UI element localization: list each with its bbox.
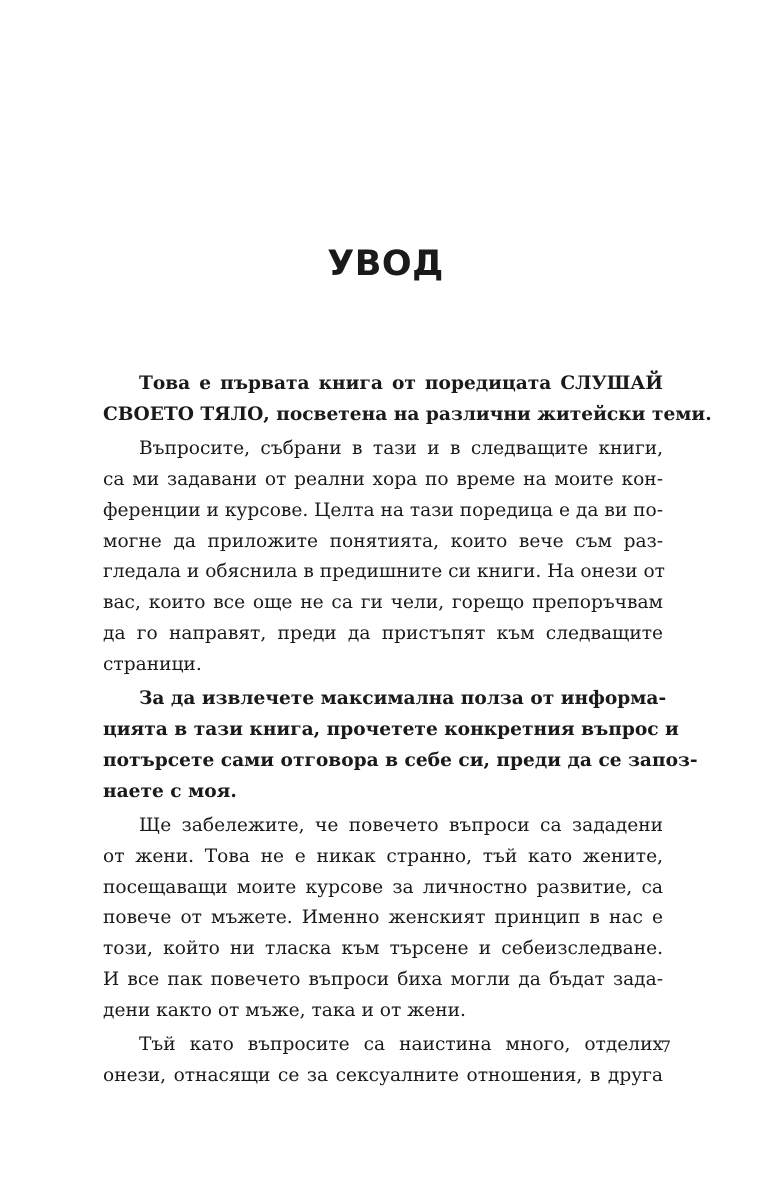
- text-line: онези, отнасящи се за сексуалните отношения, в друга: [103, 1064, 663, 1086]
- chapter-body: [103, 369, 712, 1092]
- paragraph-intro: [103, 369, 712, 431]
- text-line: дени както от мъже, така и от жени.: [103, 1000, 466, 1022]
- text-line: Въпросите, събрани в тази и в следващите книги,: [139, 437, 663, 459]
- text-line: наете с моя.: [103, 780, 237, 802]
- text-line: посещаващи моите курсове за личностно развитие, са: [103, 876, 663, 898]
- text-line: вас, които все още не са ги чели, горещо препоръчвам: [103, 592, 663, 614]
- text-line: цията в тази книга, прочетете конкретния въпрос и: [103, 718, 679, 740]
- paragraph-continued: [103, 1030, 663, 1092]
- text-line: този, който ни тласка към търсене и себеизследване.: [103, 938, 663, 960]
- text-line: от жени. Това не е никак странно, тъй като жените,: [103, 845, 663, 867]
- chapter-title: УВОД: [327, 244, 444, 284]
- paragraph-questions: [103, 434, 663, 681]
- text-line: могне да приложите понятията, които вече съм раз-: [103, 530, 663, 552]
- text-line: И все пак повечето въпроси биха могли да бъдат зада-: [103, 969, 663, 991]
- page-number: 7: [660, 1037, 671, 1056]
- text-line: СВОЕТО ТЯЛО, посветена на различни житейски теми.: [103, 403, 712, 425]
- text-line: Това е първата книга от поредицата СЛУШАЙ: [139, 373, 663, 394]
- text-line: ференции и курсове. Целта на тази поредица е да ви по-: [103, 499, 663, 521]
- text-line: повече от мъжете. Именно женският принцип в нас е: [103, 907, 663, 929]
- paragraph-advice: [103, 684, 698, 808]
- paragraph-women: [103, 811, 663, 1027]
- text-line: гледала и обяснила в предишните си книги. На онези от: [103, 561, 665, 583]
- text-line: страници.: [103, 654, 202, 676]
- text-line: да го направят, преди да пристъпят към следващите: [103, 623, 663, 645]
- text-line: Ще забележите, че повечето въпроси са зададени: [139, 814, 663, 836]
- text-line: Тъй като въпросите са наистина много, отделих: [139, 1034, 663, 1056]
- text-line: са ми задавани от реални хора по време на моите кон-: [103, 468, 663, 490]
- text-line: потърсете сами отговора в себе си, преди да се запоз-: [103, 749, 698, 771]
- text-line: За да извлечете максимална полза от информа-: [139, 688, 667, 710]
